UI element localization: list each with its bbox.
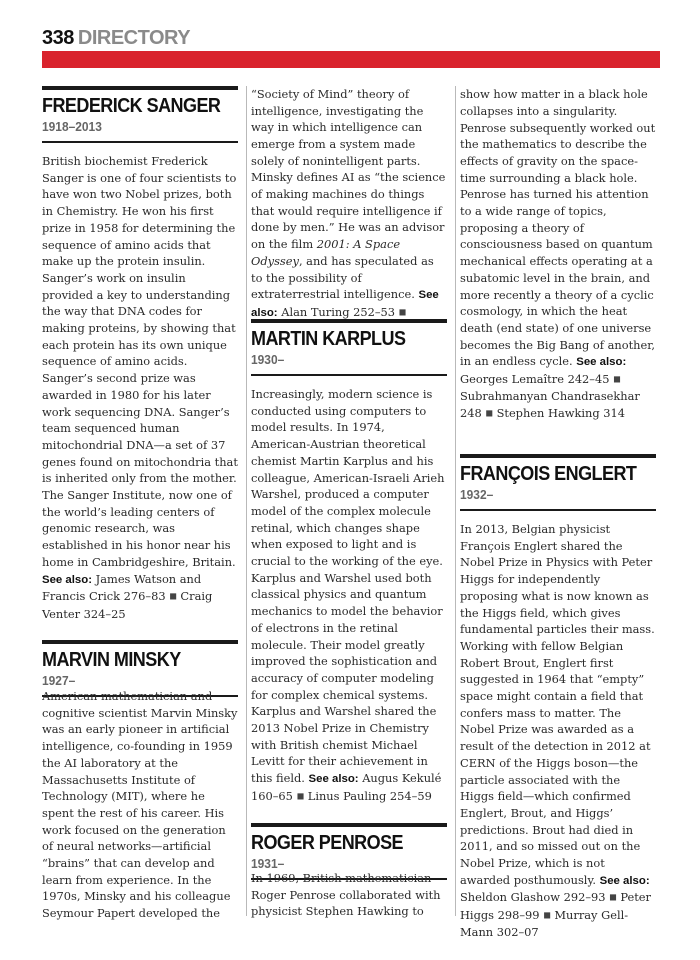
body-text: “Society of Mind” theory of intelligence, investigating the way in which intelligence can emerge from a system made solely of nonintelligent parts. Minsky defines AI as “the science of making machines do things that would require intelligence if done by men.” He was an advisor on the film (251, 86, 446, 252)
see-also-label: See also: (42, 573, 93, 586)
entry-body-sanger (42, 153, 238, 622)
see-also-ref: Subrahmanyan Chandrasekhar 248 (460, 389, 640, 421)
see-also-ref: Alan Turing 252–53 (281, 304, 396, 319)
see-also-ref: James Watson and Francis Crick 276–83 (42, 571, 202, 604)
body-text: In 1969, British mathematician Roger Penrose collaborated with physicist Stephen Hawking to (251, 871, 441, 919)
body-text: In 2013, Belgian physicist François Englert shared the Nobel Prize in Physics with Peter Higgs for independently proposing what is now known as the Higgs field, which gives fundamental particles their mass. Working with fellow Belgian Robert Brout, Englert first suggested in 1964 that “empty” space might contain a field that confers mass to matter. The Nobel Prize was awarded as a result of the detection in 2012 at CERN of the Higgs boson—the particle associated with the Higgs field—which confirmed Englert, Brout, and Higgs’ predictions. Brout had died in 2011, and so missed out on the Nobel Prize, which is not awarded posthumously. (460, 522, 655, 887)
column-2-lower (251, 319, 447, 890)
entry-name: MARVIN MINSKY (42, 649, 181, 672)
entry-body-penrose-part1 (251, 870, 447, 920)
entry-body-karplus (251, 386, 447, 805)
body-text: show how matter in a black hole collapses into a singularity. Penrose subsequently worked out the mathematics to describe the effects of gravity on the space-time surrounding a black hole. Penrose has turned his attention to a wide range of topics, proposing a theory of consciousness based on quantum mechanical effects operating at a subatomic level in the brain, and more recently a theory of a cyclic cosmology, in which the heat death (end state) of one universe becomes the Big Bang of another, in an endless cycle. (460, 87, 656, 369)
separator-icon: ■ (398, 307, 407, 317)
page-header (42, 27, 190, 49)
separator-icon: ■ (485, 408, 493, 418)
entry-body-penrose-part2 (460, 86, 656, 422)
entry-name: FRANÇOIS ENGLERT (460, 463, 637, 485)
see-also-ref: Georges Lemaître 242–45 (460, 372, 610, 387)
entry-body-englert (460, 521, 656, 941)
column-2 (251, 86, 447, 320)
section-title: DIRECTORY (77, 27, 191, 49)
entry-header-sanger (42, 86, 238, 143)
see-also-label: See also: (308, 773, 359, 786)
see-also-ref: Linus Pauling 254–59 (307, 788, 432, 803)
separator-icon: ■ (169, 591, 177, 601)
entry-dates: 1931– (251, 856, 285, 872)
see-also-ref: Craig Venter 324–25 (42, 589, 213, 621)
minsky-text-col1 (42, 688, 238, 922)
column-1 (42, 86, 238, 707)
see-also-label: See also: (599, 874, 650, 887)
minsky-continuation-window (251, 86, 447, 320)
entry-name: FREDERICK SANGER (42, 95, 221, 117)
body-text: , and has speculated as to the possibility of extraterrestrial intelligence. (251, 253, 434, 302)
body-text: British biochemist Frederick Sanger is one of four scientists to have won two Nobel prizes, both in Chemistry. He won his first prize in 1958 for determining the sequence of amino acids that make up the protein insulin. Sanger’s work on insulin provided a key to understanding the way that DNA codes for making proteins, by showing that each protein has its own unique sequence of amino acids. Sanger’s second prize was awarded in 1980 for his later work sequencing DNA. Sanger’s team sequenced human mitochondrial DNA—a set of 37 genes found on mitochondria that is inherited only from the mother. The Sanger Institute, now one of the world’s leading centers of genomic research, was established in his honor near his home in Cambridgeshire, Britain. (42, 154, 238, 569)
penrose-text-col2 (251, 870, 447, 920)
separator-icon: ■ (609, 893, 617, 903)
entry-name: ROGER PENROSE (251, 832, 404, 855)
see-also-ref: Sheldon Glashow 292–93 (460, 890, 606, 905)
column-divider (246, 86, 247, 916)
body-text: Increasingly, modern science is conducted using computers to model results. In 1974, American-Austrian theoretical chemist Martin Karplus and his colleague, American-Israeli Arieh Warshel, produced a computer model of the complex molecule retinal, which changes shape when exposed to light and is crucial to the working of the eye. Karplus and Warshel used both classical physics and quantum mechanics to model the behavior of electrons in the retinal molecule. Their model greatly improved the sophistication and accuracy of computer modeling for complex chemical systems. Karplus and Warshel shared the 2013 Nobel Prize in Chemistry with British chemist Michael Levitt for their achievement in this field. (251, 387, 445, 786)
body-text: American mathematician and cognitive scientist Marvin Minsky was an early pioneer in artificial intelligence, co-founding in 1959 the AI laboratory at the Massachusetts Institute of Technology (MIT), where he spent the rest of his career. His work focused on the generation of neural networks—artificial “brains” that can develop and learn from experience. In the 1970s, Minsky and his colleague Seymour Papert developed the (42, 689, 238, 921)
page-number: 338 (42, 27, 74, 49)
column-divider (455, 86, 456, 916)
entry-dates: 1930– (251, 352, 285, 367)
header-bar (42, 51, 660, 68)
film-title: 2001: A Space Odyssey (251, 237, 401, 268)
entry-name: MARTIN KARPLUS (251, 328, 406, 350)
entry-header-karplus (251, 319, 447, 376)
separator-icon: ■ (543, 910, 551, 920)
see-also-ref: Stephen Hawking 314 (496, 406, 626, 421)
entry-dates: 1932– (460, 487, 494, 502)
entry-dates: 1918–2013 (42, 119, 102, 134)
see-also-label: See also: (576, 356, 627, 369)
column-3 (460, 86, 656, 446)
separator-icon: ■ (613, 374, 621, 384)
column-3-lower (460, 454, 656, 941)
entry-dates: 1927– (42, 673, 76, 689)
entry-body-minsky-part2 (251, 86, 447, 320)
entry-header-englert (460, 454, 656, 511)
see-also-ref: Peter Higgs 298–99 (460, 890, 651, 922)
see-also-ref: Augus Kekulé 160–65 (251, 771, 442, 803)
entry-body-minsky-part1 (42, 688, 238, 922)
see-also-label: See also: (251, 289, 439, 319)
separator-icon: ■ (296, 791, 305, 801)
see-also-ref: Murray Gell-Mann 302–07 (460, 907, 629, 940)
penrose-continuation-window (460, 86, 656, 446)
